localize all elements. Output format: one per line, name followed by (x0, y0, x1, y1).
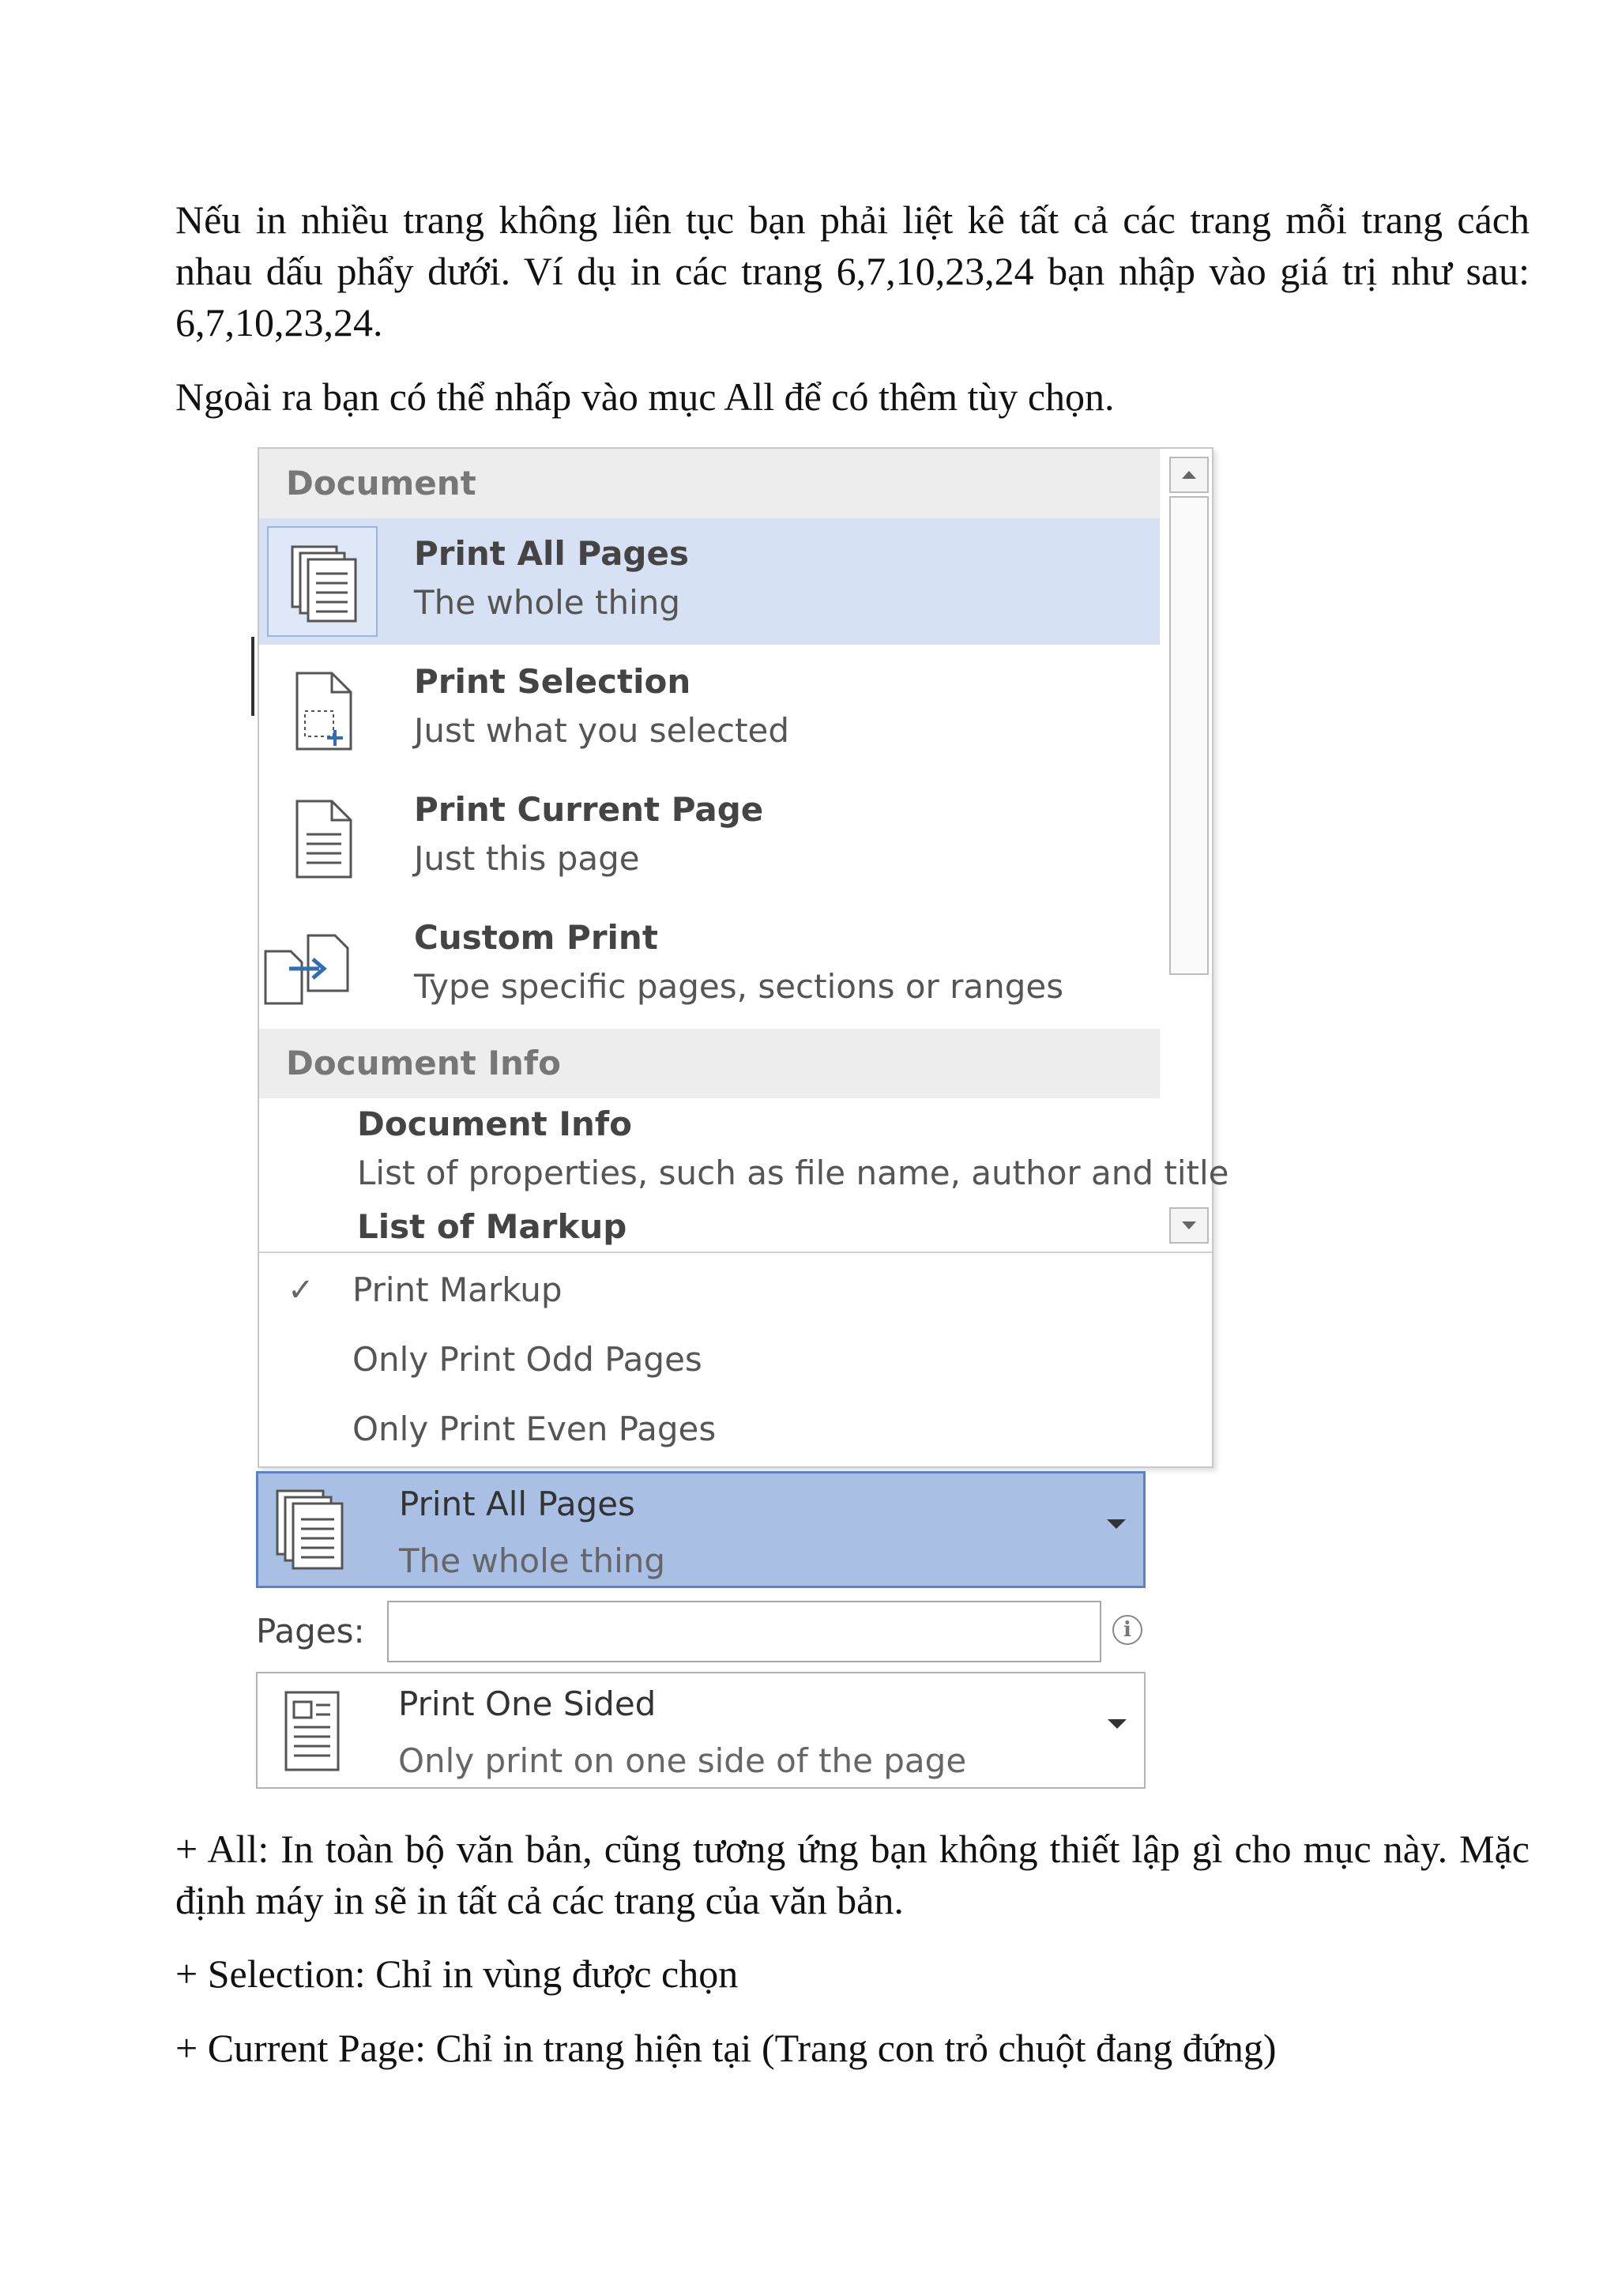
pages-label: Pages: (256, 1612, 365, 1650)
dropdown-title: Print One Sided (398, 1684, 657, 1723)
menu-section-document: Document (259, 449, 1160, 518)
menu-item-custom-print[interactable] (259, 902, 1160, 1029)
dropdown-subtitle: The whole thing (399, 1541, 666, 1580)
menu-item-subtitle: Just this page (414, 839, 640, 878)
info-icon[interactable]: i (1112, 1615, 1142, 1645)
menu-item-subtitle: Type specific pages, sections or ranges (414, 967, 1064, 1006)
multiple-pages-icon (267, 526, 378, 637)
menu-item-print-current-page[interactable] (259, 774, 1160, 901)
print-sided-dropdown[interactable] (256, 1672, 1146, 1789)
menu-item-title: Print Current Page (414, 790, 764, 829)
scroll-up-arrow-icon[interactable] (1169, 457, 1209, 493)
menu-item-title: Print Selection (414, 662, 691, 701)
menu-item-subtitle: The whole thing (414, 583, 681, 622)
menu-item-title: Custom Print (414, 918, 658, 957)
menu-divider (259, 1252, 1212, 1253)
menu-scrollbar[interactable] (1165, 449, 1212, 1255)
chevron-down-icon (1108, 1719, 1127, 1729)
dropdown-subtitle: Only print on one side of the page (398, 1741, 967, 1780)
paragraph-more-options: Ngoài ra bạn có thể nhấp vào mục All để có thêm tùy chọn. (175, 375, 1115, 419)
menu-item-print-selection[interactable] (259, 646, 1160, 773)
print-range-dropdown[interactable] (256, 1471, 1146, 1588)
chevron-down-icon (1107, 1519, 1126, 1529)
scroll-thumb[interactable] (1169, 496, 1209, 975)
menu-item-title: Print All Pages (414, 534, 689, 573)
paragraph-current-page: + Current Page: Chỉ in trang hiện tại (Trang con trỏ chuột đang đứng) (175, 2026, 1277, 2070)
dropdown-title: Print All Pages (399, 1485, 635, 1523)
pages-input[interactable] (387, 1601, 1101, 1662)
custom-print-icon (267, 910, 378, 1021)
menu-item-title: List of Markup (357, 1207, 627, 1246)
checkmark-icon: ✓ (288, 1272, 314, 1308)
multiple-pages-icon (274, 1488, 350, 1576)
focus-mark (251, 637, 254, 716)
single-page-icon (267, 782, 378, 893)
selection-page-icon (267, 654, 378, 765)
option-only-even-pages[interactable]: Only Print Even Pages (352, 1410, 717, 1448)
option-only-odd-pages[interactable]: Only Print Odd Pages (352, 1340, 702, 1379)
one-sided-page-icon (273, 1688, 349, 1778)
print-range-menu (258, 447, 1229, 1468)
paragraph-intro: Nếu in nhiều trang không liên tục bạn phải liệt kê tất cả các trang mỗi trang cách nhau dấu phẩy dưới. Ví dụ in các trang 6,7,10,23,24 bạn nhập vào giá trị như sau: 6,7,10,23,24. (175, 198, 1530, 344)
menu-item-subtitle: List of properties, such as file name, author and title (357, 1154, 1229, 1192)
paragraph-all: + All: In toàn bộ văn bản, cũng tương ứng bạn không thiết lập gì cho mục này. Mặc định máy in sẽ in tất cả các trang của văn bản. (175, 1827, 1530, 1922)
paragraph-selection: + Selection: Chỉ in vùng được chọn (175, 1952, 739, 1996)
scroll-down-arrow-icon[interactable] (1169, 1207, 1209, 1244)
menu-item-subtitle: Just what you selected (414, 711, 790, 750)
menu-section-document-info: Document Info (259, 1029, 1160, 1098)
menu-item-print-all-pages[interactable] (259, 518, 1160, 645)
menu-item-title: Document Info (357, 1105, 633, 1143)
option-print-markup[interactable]: Print Markup (352, 1270, 563, 1309)
